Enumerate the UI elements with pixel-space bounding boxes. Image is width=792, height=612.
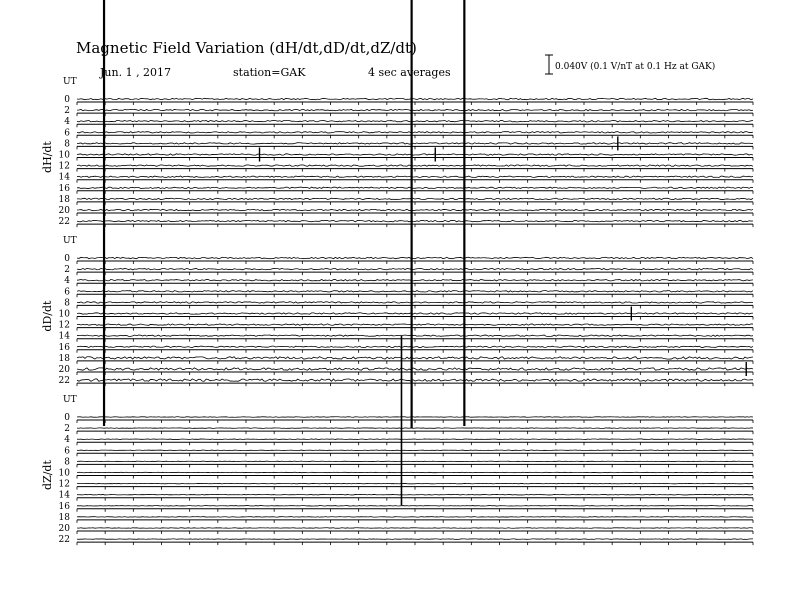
trace-line	[77, 357, 753, 359]
trace-line	[77, 121, 753, 122]
panel-dZ-dt	[41, 395, 753, 545]
ut-label: UT	[63, 236, 77, 246]
trace-line	[77, 539, 753, 540]
hour-tick-label: 4	[64, 276, 70, 287]
row-baseline	[77, 383, 753, 386]
trace-line	[77, 528, 753, 529]
trace-line	[77, 165, 753, 166]
trace-line	[77, 198, 753, 199]
row-baseline	[77, 124, 753, 127]
panel-dD-dt	[41, 236, 753, 386]
hour-tick-label: 10	[58, 468, 70, 479]
scale-bar	[545, 55, 553, 74]
trace-line	[77, 346, 753, 347]
trace-line	[77, 154, 753, 155]
trace-line	[77, 302, 753, 303]
trace-line	[77, 461, 753, 462]
trace-line	[77, 335, 753, 336]
trace-line	[77, 368, 753, 370]
trace-line	[77, 324, 753, 325]
hour-tick-label: 8	[64, 298, 70, 309]
row-baseline	[77, 372, 753, 375]
row-baseline	[77, 542, 753, 545]
trace-line	[77, 313, 753, 314]
row-baseline	[77, 509, 753, 512]
trace-line	[77, 257, 753, 258]
row-baseline	[77, 498, 753, 501]
row-baseline	[77, 224, 753, 227]
row-baseline	[77, 476, 753, 479]
hour-tick-label: 8	[64, 139, 70, 150]
hour-tick-label: 18	[58, 353, 70, 364]
hour-tick-label: 18	[58, 512, 70, 523]
hour-tick-label: 12	[58, 320, 70, 331]
trace-line	[77, 483, 753, 484]
hour-tick-label: 16	[58, 501, 70, 512]
row-baseline	[77, 202, 753, 205]
hour-tick-label: 20	[58, 365, 70, 375]
averaging-label: 4 sec averages	[368, 66, 451, 79]
scale-label: 0.040V (0.1 V/nT at 0.1 Hz at GAK)	[555, 62, 716, 72]
hour-tick-label: 6	[64, 446, 70, 457]
row-baseline	[77, 487, 753, 490]
hour-tick-label: 22	[58, 535, 70, 546]
trace-line	[77, 98, 753, 99]
hour-tick-label: 12	[58, 479, 70, 490]
row-baseline	[77, 420, 753, 423]
row-baseline	[77, 135, 753, 138]
hour-tick-label: 8	[64, 457, 70, 468]
row-baseline	[77, 520, 753, 523]
row-baseline	[77, 113, 753, 116]
trace-line	[77, 517, 753, 518]
hour-tick-label: 18	[58, 194, 70, 205]
trace-line	[77, 209, 753, 210]
trace-line	[77, 379, 753, 381]
hour-tick-label: 6	[64, 287, 70, 298]
row-baseline	[77, 442, 753, 445]
row-baseline	[77, 361, 753, 364]
hour-tick-label: 22	[58, 376, 70, 387]
row-baseline	[77, 272, 753, 275]
hour-tick-label: 6	[64, 128, 70, 139]
trace-line	[77, 132, 753, 133]
trace-line	[77, 494, 753, 495]
row-baseline	[77, 102, 753, 105]
trace-line	[77, 109, 753, 110]
hour-tick-label: 12	[58, 161, 70, 172]
ut-label: UT	[63, 77, 77, 87]
chart-title: Magnetic Field Variation (dH/dt,dD/dt,dZ/dt)	[76, 39, 417, 57]
row-baseline	[77, 283, 753, 286]
row-baseline	[77, 328, 753, 331]
row-baseline	[77, 464, 753, 467]
hour-tick-label: 0	[64, 95, 70, 105]
hour-tick-label: 4	[64, 435, 70, 446]
row-baseline	[77, 180, 753, 183]
hour-tick-label: 22	[58, 217, 70, 228]
hour-tick-label: 14	[58, 172, 70, 183]
hour-tick-label: 20	[58, 524, 70, 534]
trace-line	[77, 268, 753, 269]
hour-tick-label: 14	[58, 490, 70, 501]
hour-tick-label: 16	[58, 342, 70, 353]
panel-axis-label: dD/dt	[41, 300, 54, 332]
trace-line	[77, 417, 753, 418]
ut-label: UT	[63, 395, 77, 405]
row-baseline	[77, 531, 753, 534]
hour-tick-label: 14	[58, 331, 70, 342]
row-baseline	[77, 169, 753, 172]
row-baseline	[77, 317, 753, 320]
row-baseline	[77, 158, 753, 161]
hour-tick-label: 0	[64, 413, 70, 423]
row-baseline	[77, 146, 753, 149]
trace-line	[77, 280, 753, 281]
trace-line	[77, 187, 753, 188]
hour-tick-label: 20	[58, 206, 70, 216]
row-baseline	[77, 191, 753, 194]
trace-line	[77, 176, 753, 177]
date-label: Jun. 1 , 2017	[100, 66, 172, 79]
row-baseline	[77, 261, 753, 264]
hour-tick-label: 16	[58, 183, 70, 194]
trace-line	[77, 439, 753, 440]
hour-tick-label: 2	[64, 265, 70, 276]
hour-tick-label: 10	[58, 309, 70, 320]
trace-line	[77, 428, 753, 429]
panel-axis-label: dH/dt	[41, 141, 54, 173]
row-baseline	[77, 213, 753, 216]
trace-line	[77, 220, 753, 221]
row-baseline	[77, 305, 753, 308]
hour-tick-label: 2	[64, 106, 70, 117]
panel-dH-dt	[41, 77, 753, 227]
row-baseline	[77, 431, 753, 434]
trace-line	[77, 472, 753, 473]
trace-line	[77, 143, 753, 144]
row-baseline	[77, 350, 753, 353]
hour-tick-label: 2	[64, 424, 70, 435]
hour-tick-label: 0	[64, 254, 70, 264]
row-baseline	[77, 339, 753, 342]
trace-line	[77, 291, 753, 292]
row-baseline	[77, 453, 753, 456]
panel-axis-label: dZ/dt	[41, 460, 54, 490]
row-baseline	[77, 294, 753, 297]
station-label: station=GAK	[233, 66, 306, 79]
hour-tick-label: 10	[58, 150, 70, 161]
hour-tick-label: 4	[64, 117, 70, 128]
